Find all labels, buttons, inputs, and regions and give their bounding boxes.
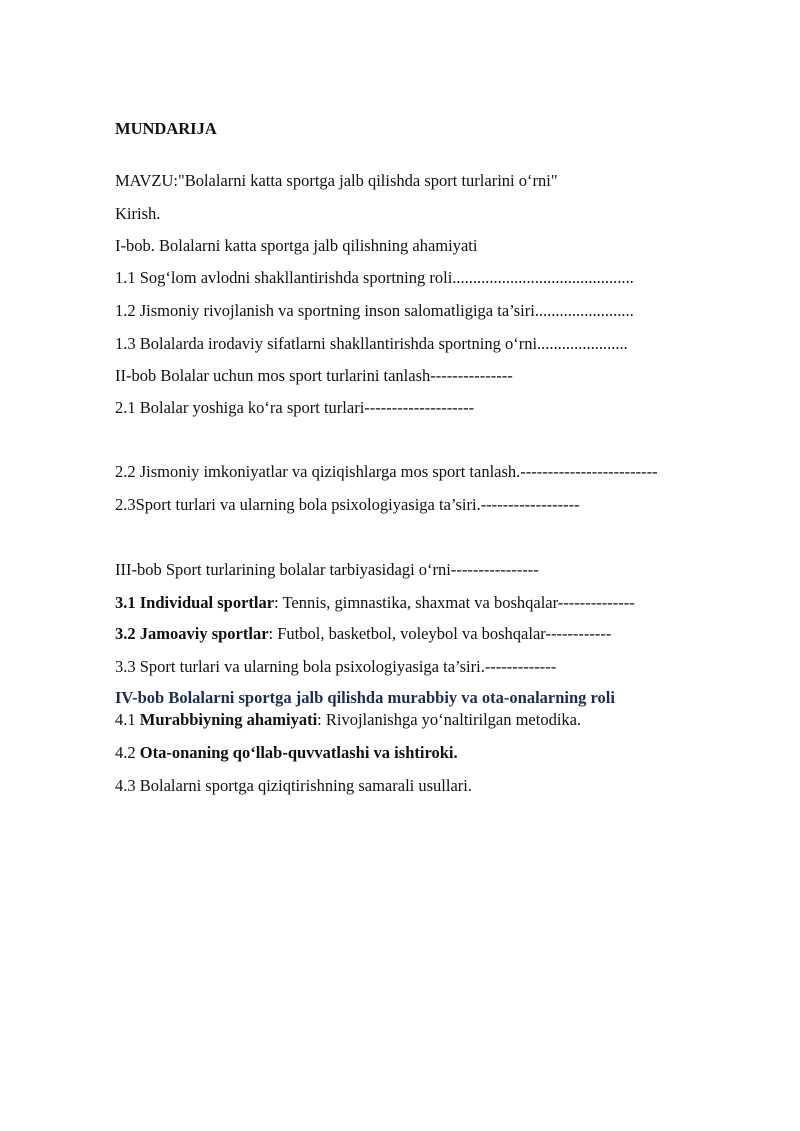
chapter-4-item-2 xyxy=(115,743,458,763)
topic-line: MAVZU:"Bolalarni katta sportga jalb qilishda sport turlarini o‘rni" xyxy=(115,171,558,190)
chapter-4-title: IV-bob Bolalarni sportga jalb qilishda murabbiy va ota-onalarning roli xyxy=(115,688,615,707)
chapter-1-item-2: 1.2 Jismoniy rivojlanish va sportning inson salomatligiga ta’siri........................ xyxy=(115,301,634,320)
page-title: MUNDARIJA xyxy=(115,119,217,138)
chapter-3-item-2-rest: : Futbol, basketbol, voleybol va boshqalar------------ xyxy=(268,624,612,643)
chapter-3-item-1 xyxy=(115,593,635,613)
chapter-1-item-1: 1.1 Sog‘lom avlodni shakllantirishda sportning roli............................................ xyxy=(115,268,634,287)
chapter-2-item-1: 2.1 Bolalar yoshiga ko‘ra sport turlari-------------------- xyxy=(115,398,475,417)
chapter-3-item-3: 3.3 Sport turlari va ularning bola psixologiyasiga ta’siri.------------- xyxy=(115,657,557,676)
chapter-3-title: III-bob Sport turlarining bolalar tarbiyasidagi o‘rni---------------- xyxy=(115,560,539,579)
chapter-1-item-3: 1.3 Bolalarda irodaviy sifatlarni shakllantirishda sportning o‘rni...................... xyxy=(115,334,628,353)
chapter-4-item-1-bold: Murabbiyning ahamiyati xyxy=(139,710,318,729)
chapter-4-item-1-rest: : Rivojlanishga yo‘naltirilgan metodika. xyxy=(317,710,582,729)
chapter-2-item-3: 2.3Sport turlari va ularning bola psixologiyasiga ta’siri.------------------ xyxy=(115,495,580,514)
chapter-2-item-2: 2.2 Jismoniy imkoniyatlar va qiziqishlarga mos sport tanlash.------------------------- xyxy=(115,462,658,481)
chapter-4-item-2-bold: Ota-onaning qo‘llab-quvvatlashi va ishtiroki. xyxy=(139,743,458,762)
chapter-2-title: II-bob Bolalar uchun mos sport turlarini tanlash--------------- xyxy=(115,366,513,385)
chapter-3-item-2-bold: 3.2 Jamoaviy sportlar xyxy=(115,624,269,643)
chapter-3-item-2 xyxy=(115,624,611,644)
chapter-4-item-3: 4.3 Bolalarni sportga qiziqtirishning samarali usullari. xyxy=(115,776,472,795)
chapter-3-item-1-rest: : Tennis, gimnastika, shaxmat va boshqalar-------------- xyxy=(274,593,635,612)
chapter-4-item-1 xyxy=(115,710,581,730)
chapter-4-item-1-number: 4.1 xyxy=(115,710,140,729)
chapter-1-title: I-bob. Bolalarni katta sportga jalb qilishning ahamiyati xyxy=(115,236,478,255)
intro-line: Kirish. xyxy=(115,204,161,223)
chapter-4-item-2-number: 4.2 xyxy=(115,743,140,762)
chapter-3-item-1-bold: 3.1 Individual sportlar xyxy=(115,593,275,612)
